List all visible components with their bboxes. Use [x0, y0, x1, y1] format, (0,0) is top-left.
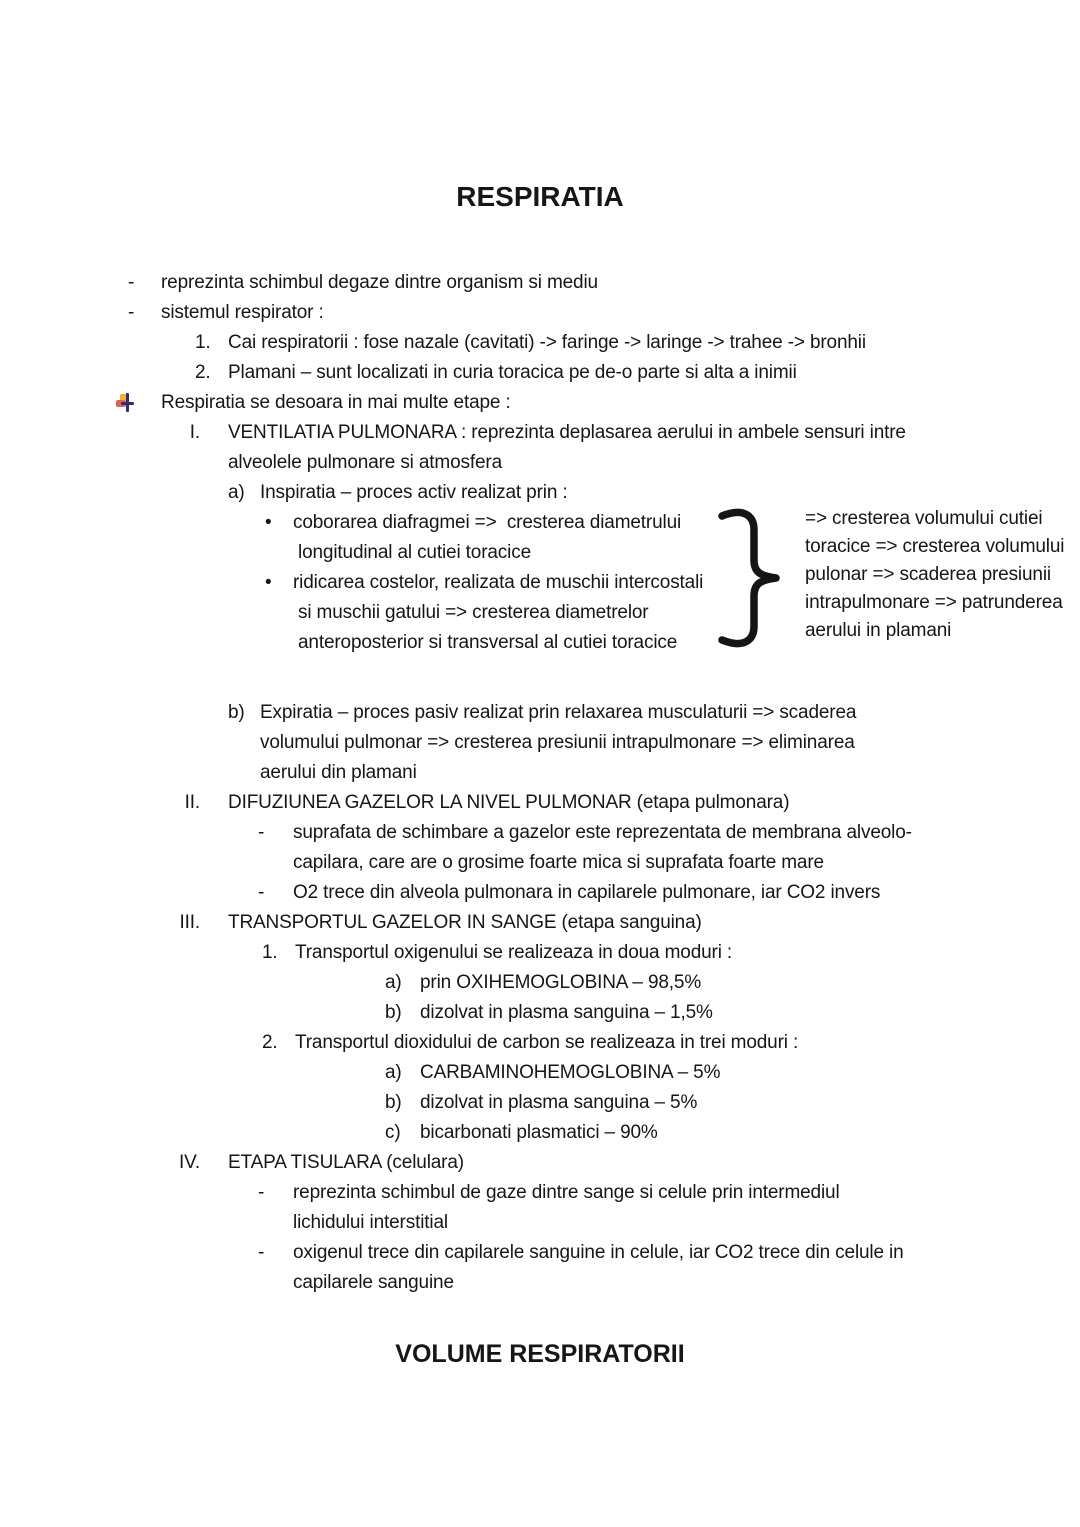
list-marker: I. [189, 422, 200, 443]
line-text: reprezinta schimbul de gaze dintre sange si celule prin intermediul [293, 1182, 840, 1203]
text-line [0, 1238, 1080, 1268]
line-text: Plamani – sunt localizati in curia toracica pe de-o parte si alta a inimii [228, 362, 797, 383]
text-line [0, 268, 1080, 298]
text-line [0, 908, 1080, 938]
text-line [0, 788, 1080, 818]
text-line [0, 1058, 1080, 1088]
list-marker: a) [385, 972, 402, 993]
list-marker: b) [385, 1092, 402, 1113]
text-line [0, 298, 1080, 328]
line-text: aerului din plamani [260, 762, 417, 783]
list-marker: 2. [195, 362, 211, 383]
list-marker: • [265, 572, 272, 593]
list-marker: b) [385, 1002, 402, 1023]
list-marker: III. [179, 912, 200, 933]
list-marker: - [258, 822, 265, 843]
line-text: Cai respiratorii : fose nazale (cavitati) -> faringe -> laringe -> trahee -> bronhii [228, 332, 866, 353]
text-line [0, 698, 1080, 728]
text-line [0, 448, 1080, 478]
line-text: DIFUZIUNEA GAZELOR LA NIVEL PULMONAR (etapa pulmonara) [228, 792, 790, 813]
page-title: RESPIRATIA [456, 181, 624, 212]
side-note-line: pulonar => scaderea presiunii [805, 564, 1051, 585]
line-text: Transportul dioxidului de carbon se realizeaza in trei moduri : [295, 1032, 799, 1053]
line-text: coborarea diafragmei => cresterea diametrului [293, 512, 682, 533]
list-marker: IV. [178, 1152, 200, 1173]
side-note-line: aerului in plamani [805, 620, 952, 641]
text-line [0, 1118, 1080, 1148]
arrow-bullet-shape [121, 402, 134, 405]
line-text: capilara, care are o grosime foarte mica si suprafata foarte mare [293, 852, 824, 873]
text-line [0, 818, 1080, 848]
text-line [0, 418, 1080, 448]
list-marker: c) [385, 1122, 401, 1143]
line-text: suprafata de schimbare a gazelor este reprezentata de membrana alveolo- [293, 822, 912, 843]
line-text: O2 trece din alveola pulmonara in capilarele pulmonare, iar CO2 invers [293, 882, 881, 903]
curly-brace-graphic [714, 504, 792, 649]
paragraph-spacer [0, 658, 1080, 698]
list-marker: - [128, 272, 135, 293]
line-text: oxigenul trece din capilarele sanguine in celule, iar CO2 trece din celule in [293, 1242, 904, 1263]
text-line [0, 758, 1080, 788]
line-text: si muschii gatului => cresterea diametrelor [298, 602, 649, 623]
text-line [0, 478, 1080, 508]
list-marker: a) [385, 1062, 402, 1083]
list-marker: - [258, 1182, 265, 1203]
line-text: capilarele sanguine [293, 1272, 454, 1293]
line-text: lichidului interstitial [293, 1212, 448, 1233]
list-marker: - [258, 882, 265, 903]
line-text: prin OXIHEMOGLOBINA – 98,5% [420, 972, 702, 993]
line-text: dizolvat in plasma sanguina – 1,5% [420, 1002, 713, 1023]
line-text: reprezinta schimbul degaze dintre organism si mediu [161, 272, 598, 293]
text-line [0, 998, 1080, 1028]
text-line [0, 1028, 1080, 1058]
list-marker: 1. [195, 332, 211, 353]
line-text: dizolvat in plasma sanguina – 5% [420, 1092, 698, 1113]
line-text: volumului pulmonar => cresterea presiunii intrapulmonare => eliminarea [260, 732, 855, 753]
text-line [0, 1208, 1080, 1238]
document-body [0, 268, 1080, 1298]
line-text: VENTILATIA PULMONARA : reprezinta deplasarea aerului in ambele sensuri intre [228, 422, 906, 443]
line-text: Transportul oxigenului se realizeaza in doua moduri : [295, 942, 733, 963]
line-text: Expiratia – proces pasiv realizat prin relaxarea musculaturii => scaderea [260, 702, 857, 723]
text-line [0, 938, 1080, 968]
list-marker: - [128, 302, 135, 323]
side-note [805, 505, 1080, 645]
list-marker: II. [184, 792, 200, 813]
text-line [0, 1268, 1080, 1298]
text-line [0, 1178, 1080, 1208]
line-text: anteroposterior si transversal al cutiei toracice [298, 632, 678, 653]
line-text: CARBAMINOHEMOGLOBINA – 5% [420, 1062, 721, 1083]
list-marker: 1. [262, 942, 278, 963]
side-note-line: toracice => cresterea volumului [805, 536, 1065, 557]
section-title-volume-respiratorii: VOLUME RESPIRATORII [395, 1340, 685, 1368]
list-marker [107, 388, 161, 418]
line-text: sistemul respirator : [161, 302, 324, 323]
text-line [0, 328, 1080, 358]
text-line [0, 968, 1080, 998]
text-line [0, 728, 1080, 758]
list-marker: b) [228, 702, 245, 723]
list-marker: a) [228, 482, 245, 503]
text-line [0, 878, 1080, 908]
list-marker: • [265, 512, 272, 533]
text-line [0, 358, 1080, 388]
text-line [0, 1148, 1080, 1178]
line-text: longitudinal al cutiei toracice [298, 542, 531, 563]
list-marker: 2. [262, 1032, 278, 1053]
line-text: TRANSPORTUL GAZELOR IN SANGE (etapa sanguina) [228, 912, 702, 933]
text-line [0, 1088, 1080, 1118]
text-line [0, 848, 1080, 878]
list-marker: - [258, 1242, 265, 1263]
arrow-bullet-icon [116, 393, 136, 412]
line-text: Inspiratia – proces activ realizat prin : [260, 482, 568, 503]
line-text: Respiratia se desoara in mai multe etape : [161, 392, 511, 413]
line-text: bicarbonati plasmatici – 90% [420, 1122, 658, 1143]
line-text: ETAPA TISULARA (celulara) [228, 1152, 464, 1173]
side-note-line: intrapulmonare => patrunderea [805, 592, 1063, 613]
text-line [0, 388, 1080, 418]
line-text: ridicarea costelor, realizata de muschii intercostali [293, 572, 704, 593]
line-text: alveolele pulmonare si atmosfera [228, 452, 503, 473]
side-note-line: => cresterea volumului cutiei [805, 508, 1043, 529]
